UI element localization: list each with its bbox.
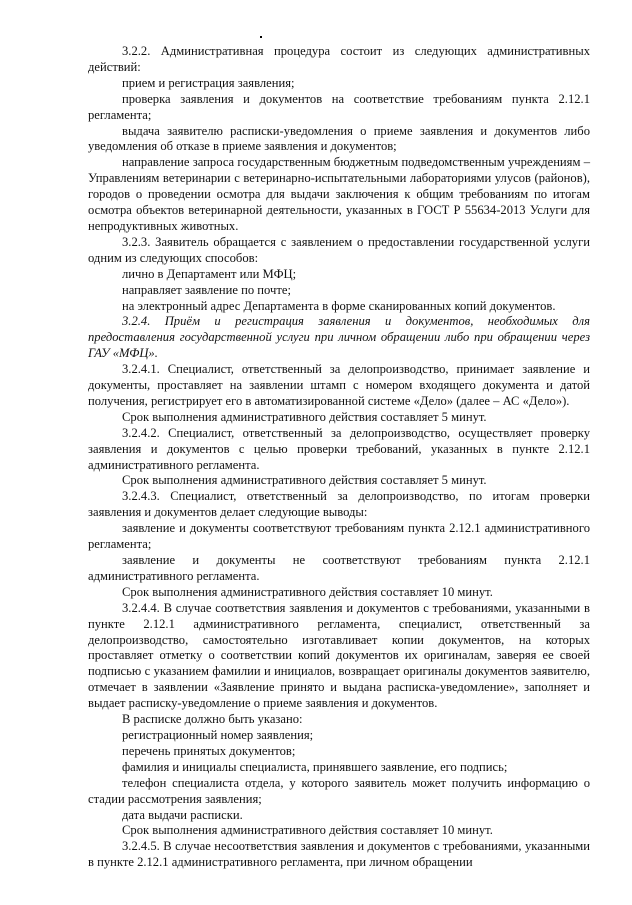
paragraph: на электронный адрес Департамента в форме сканированных копий документов. (122, 298, 556, 313)
paragraph: заявление и документы соответствуют требованиям пункта 2.12.1 административного регламента; (88, 521, 590, 552)
paragraph: 3.2.4.4. В случае соответствия заявления и документов с требованиями, указанными в пункте 2.12.1 административного регламента, специалист, ответственный за делопроизводство, самостоятельно изготавливает копии документов, на которых проставляет отметку о соответствии копий документов их оригиналам, заверяя ее своей подписью с указанием фамилии и инициалов, возвращает оригиналы документов заявителю, отмечает в заявлении «Заявление принято и выдана расписка-уведомление», заполняет и выдает расписку-уведомление о приеме заявления и документов. (88, 600, 590, 711)
document-body (88, 44, 590, 871)
paragraph: проверка заявления и документов на соответствие требованиям пункта 2.12.1 регламента; (88, 91, 590, 122)
paragraph: направляет заявление по почте; (122, 282, 291, 297)
paragraph: телефон специалиста отдела, у которого заявитель может получить информацию о стадии рассмотрения заявления; (88, 775, 590, 806)
paragraph: заявление и документы не соответствуют требованиям пункта 2.12.1 административного регламента. (88, 553, 590, 583)
paragraph: Срок выполнения административного действия составляет 5 минут. (122, 473, 487, 488)
paragraph: фамилия и инициалы специалиста, принявшего заявление, его подпись; (122, 759, 508, 774)
paragraph: 3.2.4.5. В случае несоответствия заявления и документов с требованиями, указанными в пункте 2.12.1 административного регламента, при личном обращении (88, 839, 590, 870)
paragraph: 3.2.4.2. Специалист, ответственный за делопроизводство, осуществляет проверку заявления и документов с целью проверки требований, указанных в пункте 2.12.1 административного регламента. (88, 425, 590, 472)
paragraph: 3.2.4.3. Специалист, ответственный за делопроизводство, по итогам проверки заявления и документов делает следующие выводы: (88, 489, 590, 520)
paragraph: прием и регистрация заявления; (122, 75, 295, 90)
paragraph: регистрационный номер заявления; (122, 727, 314, 742)
paragraph: 3.2.2. Административная процедура состоит из следующих административных действий: (88, 44, 590, 74)
paragraph: лично в Департамент или МФЦ; (122, 266, 297, 281)
paragraph: Срок выполнения административного действия составляет 5 минут. (122, 409, 487, 424)
paragraph: В расписке должно быть указано: (122, 712, 303, 727)
paragraph: перечень принятых документов; (122, 743, 296, 758)
paragraph: Срок выполнения административного действия составляет 10 минут. (122, 584, 493, 599)
scan-speck (260, 36, 262, 38)
paragraph: выдача заявителю расписки-уведомления о приеме заявления и документов либо уведомления об отказе в приеме заявления и документов; (88, 123, 590, 154)
paragraph: 3.2.3. Заявитель обращается с заявлением о предоставлении государственной услуги одним из следующих способов: (88, 234, 590, 265)
paragraph: Срок выполнения административного действия составляет 10 минут. (122, 823, 493, 838)
paragraph: направление запроса государственным бюджетным подведомственным учреждениям – Управлениям ветеринарии с ветеринарно-испытательными лабораториями улусов (районов), городов о проведении осмотра для выдачи заключения к общим требованиям по итогам осмотра объектов ветеринарной деятельности, указанных в ГОСТ Р 55634-2013 Услуги для непродуктивных животных. (88, 155, 590, 233)
paragraph: дата выдачи расписки. (122, 807, 243, 822)
paragraph: 3.2.4. Приём и регистрация заявления и документов, необходимых для предоставления государственной услуги при личном обращении либо при обращении через ГАУ «МФЦ». (88, 314, 590, 361)
paragraph: 3.2.4.1. Специалист, ответственный за делопроизводство, принимает заявление и документы, проставляет на заявлении штамп с номером входящего документа и датой получения, регистрирует его в автоматизированной системе «Дело» (далее – АС «Дело»). (88, 362, 590, 408)
